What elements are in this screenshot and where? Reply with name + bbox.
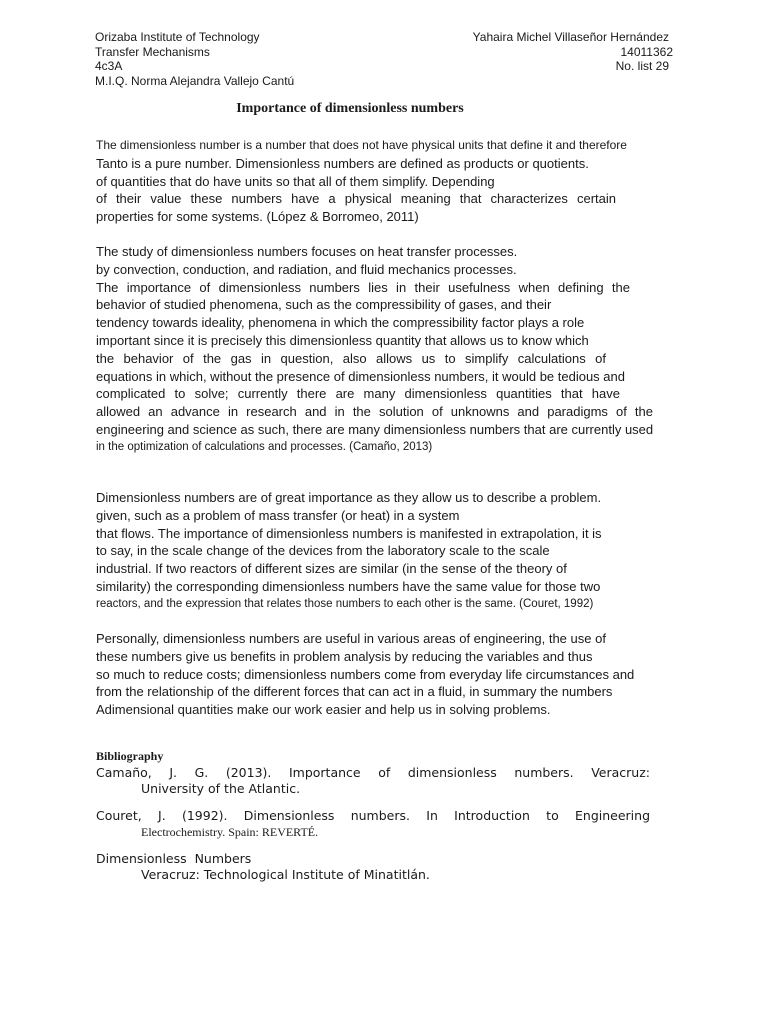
text-line: complicated to solve; currently there are many dimensionless quantities that have [96,386,620,402]
bibliography-entry-continuation: University of the Atlantic. [141,781,301,796]
bibliography-entry-continuation: Veracruz: Technological Institute of Minatitlán. [141,867,430,882]
group-code: 4c3A [95,59,123,73]
text-line: Personally, dimensionless numbers are useful in various areas of engineering, the use of [96,631,606,646]
header-row [95,30,675,45]
text-line: tendency towards ideality, phenomena in which the compressibility factor plays a role [96,315,585,331]
text-line: the behavior of the gas in question, also allows us to simplify calculations of [96,350,606,366]
text-line: of their value these numbers have a physical meaning that characterizes certain [96,191,616,207]
text-line: The importance of dimensionless numbers lies in their usefulness when defining the [96,279,630,295]
course-name: Transfer Mechanisms [95,44,210,59]
bibliography-entry [96,808,656,840]
text-line: these numbers give us benefits in problem analysis by reducing the variables and thus [96,648,593,664]
bibliography-entry [96,851,656,883]
text-line: in the optimization of calculations and processes. (Camaño, 2013) [96,440,433,453]
text-line: to say, in the scale change of the devices from the laboratory scale to the scale [96,543,550,559]
text-line: given, such as a problem of mass transfer (or heat) in a system [96,507,460,523]
text-line: similarity) the corresponding dimensionless numbers have the same value for those two [96,578,601,594]
text-line: equations in which, without the presence of dimensionless numbers, it would be tedious and [96,368,625,384]
bibliography-entry-first-line: Dimensionless Numbers [96,851,252,866]
paragraph [96,137,696,226]
text-line: so much to reduce costs; dimensionless numbers come from everyday life circumstances and [96,666,635,682]
institution-name: Orizaba Institute of Technology [95,30,260,44]
text-line: that flows. The importance of dimensionless numbers is manifested in extrapolation, it is [96,525,602,541]
text-line: Dimensionless numbers are of great importance as they allow us to describe a problem. [96,490,602,505]
text-line: behavior of studied phenomena, such as the compressibility of gases, and their [96,297,552,313]
paragraph [96,489,696,614]
header-row [95,74,675,89]
text-line: of quantities that do have units so that all of them simplify. Depending [96,173,495,189]
text-line: Adimensional quantities make our work easier and help us in solving problems. [96,702,551,718]
text-line: The study of dimensionless numbers focuses on heat transfer processes. [96,244,518,259]
text-line: important since it is precisely this dimensionless quantity that allows us to know which [96,332,589,348]
text-line: properties for some systems. (López & Borromeo, 2011) [96,209,419,225]
text-line: allowed an advance in research and in the solution of unknowns and paradigms of the [96,404,653,420]
document-header [95,30,675,88]
text-line: engineering and science as such, there are many dimensionless numbers that are currently used [96,421,654,437]
header-row [95,59,675,74]
text-line: reactors, and the expression that relates those numbers to each other is the same. (Couret, 1992) [96,597,594,610]
bibliography-entry-continuation: Electrochemistry. Spain: REVERTÉ. [141,825,319,839]
list-number: No. list 29 [615,59,669,73]
text-line: industrial. If two reactors of different sizes are similar (in the sense of the theory of [96,561,567,577]
bibliography-entry-first-line: Camaño, J. G. (2013). Importance of dimensionless numbers. Veracruz: [96,765,650,780]
text-line: Tanto is a pure number. Dimensionless numbers are defined as products or quotients. [96,155,589,171]
student-id: 14011362 [620,44,673,59]
document-title: Importance of dimensionless numbers [236,101,464,116]
paragraph [96,243,696,457]
text-line: from the relationship of the different forces that can act in a fluid, in summary the numbers [96,684,613,700]
paragraph [96,630,696,719]
bibliography-heading: Bibliography [96,749,164,763]
header-row [95,45,675,60]
bibliography-entry [96,765,656,797]
text-line: by convection, conduction, and radiation, and fluid mechanics processes. [96,261,517,277]
text-line: The dimensionless number is a number that does not have physical units that define it and therefore [96,138,627,152]
author-name: Yahaira Michel Villaseñor Hernández [472,30,669,44]
bibliography-entry-first-line: Couret, J. (1992). Dimensionless numbers. In Introduction to Engineering [96,808,650,823]
teacher-name: M.I.Q. Norma Alejandra Vallejo Cantú [95,73,295,88]
